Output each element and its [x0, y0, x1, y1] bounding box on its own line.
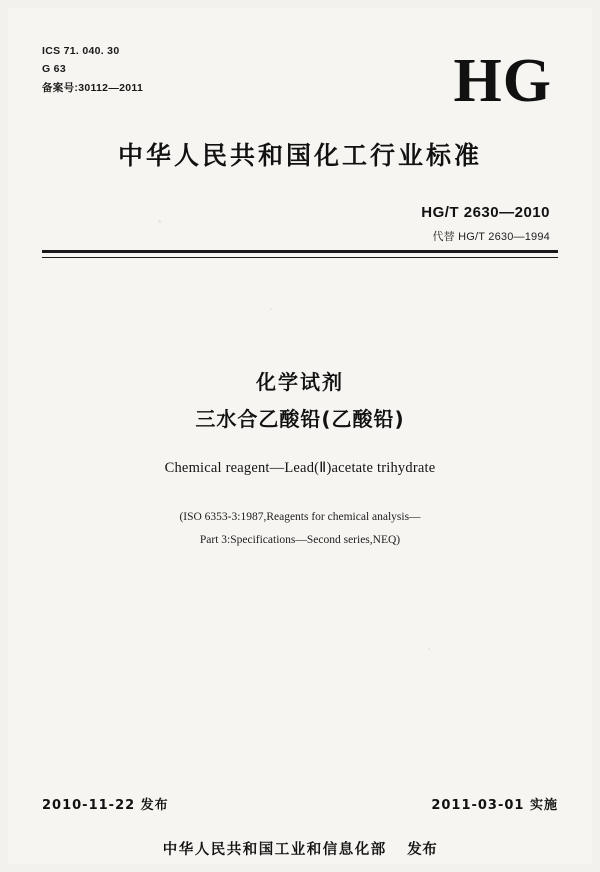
- hg-logo: HG: [453, 47, 552, 115]
- subject-title: [8, 364, 592, 438]
- iso-reference: [8, 506, 592, 552]
- standard-replaces: 代替 HG/T 2630—1994: [432, 231, 550, 243]
- scan-speck: [270, 308, 272, 310]
- ics-code: ICS 71. 040. 30: [42, 45, 120, 57]
- iso-reference-line-1: (ISO 6353-3:1987,Reagents for chemical analysis—: [179, 511, 421, 523]
- english-title: Chemical reagent—Lead(Ⅱ)acetate trihydrate: [164, 460, 436, 476]
- page-title: 中华人民共和国化工行业标准: [117, 141, 482, 170]
- ics-block: [42, 42, 143, 97]
- scan-speck: [158, 220, 161, 223]
- classification-code: G 63: [42, 63, 66, 76]
- record-number: 备案号:30112—2011: [42, 81, 144, 94]
- iso-reference-line-2: Part 3:Specifications—Second series,NEQ): [199, 534, 401, 546]
- publisher-name: 中华人民共和国工业和信息化部: [162, 842, 387, 858]
- divider-thick: [42, 250, 558, 253]
- scan-speck: [428, 648, 430, 650]
- standard-number: HG/T 2630—2010: [421, 204, 550, 221]
- issue-date: 2010-11-22 发布: [42, 798, 169, 813]
- standard-number-block: [421, 204, 550, 244]
- subject-line-2: 三水合乙酸铅(乙酸铅): [195, 407, 405, 431]
- date-row: [42, 794, 558, 813]
- effective-date: 2011-03-01 实施: [431, 798, 558, 813]
- cover-sheet: [8, 8, 592, 864]
- publisher-row: [8, 838, 592, 859]
- subject-line-1: 化学试剂: [256, 370, 344, 394]
- publisher-verb: 发布: [407, 842, 438, 858]
- divider-thin: [42, 257, 558, 258]
